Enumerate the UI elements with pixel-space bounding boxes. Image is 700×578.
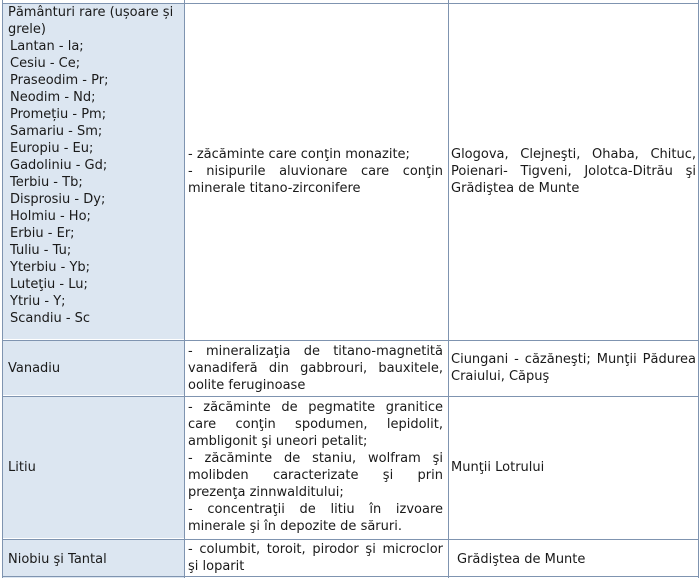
locations-text: Glogova, Clejneşti, Ohaba, Chituc, Poienari- Tigveni, Jolotca-Ditrău şi Grădiştea de Munte: [451, 147, 696, 196]
sub-element: Promețiu - Pm;: [10, 107, 107, 122]
deposit-item: - nisipurile aluvionare care conţin minerale titano-zirconifere: [188, 164, 443, 196]
sub-element: Gadoliniu - Gd;: [10, 158, 108, 173]
sub-element: Neodim - Nd;: [10, 90, 96, 105]
locations-cell: [449, 397, 700, 538]
sub-element: Scandiu - Sc: [10, 311, 91, 326]
element-cell: [3, 341, 184, 395]
sub-element: Samariu - Sm;: [10, 124, 103, 139]
deposits-cell: [185, 341, 447, 395]
element-cell: [3, 4, 184, 339]
column-divider: [184, 0, 185, 578]
sub-element: Luteţiu - Lu;: [10, 277, 88, 292]
sub-element: Cesiu - Ce;: [10, 56, 81, 71]
deposits-cell: [185, 540, 447, 578]
sub-element: Disprosiu - Dy;: [10, 192, 106, 207]
locations-text: Munţii Lotrului: [451, 460, 545, 475]
element-cell: [3, 397, 184, 538]
deposit-item: - zăcăminte de staniu, wolfram şi molibden caracterizate şi prin prezenţa zinnwalditului;: [188, 451, 443, 500]
sub-element: Erbiu - Er;: [10, 226, 75, 241]
sub-element: Tuliu - Tu;: [10, 243, 72, 258]
row-divider: [2, 396, 699, 397]
locations-text: Grădiştea de Munte: [457, 551, 586, 567]
deposit-item: - columbit, toroit, pirodor şi microclor şi loparit: [188, 542, 443, 574]
row-divider: [2, 539, 699, 540]
sub-element: Europiu - Eu;: [10, 141, 94, 156]
element-name: Pământuri rare (ușoare și grele): [8, 5, 174, 37]
locations-cell: [449, 540, 700, 578]
element-name: Niobiu şi Tantal: [8, 551, 107, 567]
sub-element: Praseodim - Pr;: [10, 73, 109, 88]
column-divider: [2, 0, 3, 578]
table-row-rare-earths: [0, 4, 700, 339]
row-divider: [2, 340, 699, 341]
row-divider: [2, 3, 699, 4]
deposit-item: - mineralizaţia de titano-magnetită vanadiferă din gabbrouri, bauxitele, oolite feruginoase: [188, 344, 443, 393]
deposits-cell: [185, 4, 447, 339]
deposit-item: - concentraţii de litiu în izvoare minerale şi în depozite de săruri.: [188, 502, 443, 534]
table-row-vanadiu: [0, 341, 700, 395]
element-name: Litiu: [8, 460, 36, 475]
table-row-litiu: [0, 397, 700, 538]
sub-element: Yterbiu - Yb;: [10, 260, 91, 275]
locations-cell: [449, 4, 700, 339]
row-divider: [2, 576, 699, 577]
column-divider: [448, 0, 449, 578]
locations-cell: [449, 341, 700, 395]
element-cell: [3, 540, 184, 578]
deposit-item: - zăcăminte de pegmatite granitice care conţin spodumen, lepidolit, ambligonit şi uneori petalit;: [188, 400, 443, 449]
deposit-item: - zăcăminte care conţin monazite;: [188, 147, 410, 162]
deposits-cell: [185, 397, 447, 538]
column-divider: [698, 0, 699, 578]
locations-text: Ciungani - căzăneşti; Munţii Pădurea Craiului, Căpuş: [451, 352, 696, 384]
sub-element: Holmiu - Ho;: [10, 209, 91, 224]
sub-element: Lantan - la;: [10, 39, 84, 54]
sub-element: Ytriu - Y;: [10, 294, 66, 309]
element-name: Vanadiu: [8, 360, 61, 376]
table-row-niobiu-tantal: [0, 540, 700, 578]
sub-element: Terbiu - Tb;: [10, 175, 83, 190]
